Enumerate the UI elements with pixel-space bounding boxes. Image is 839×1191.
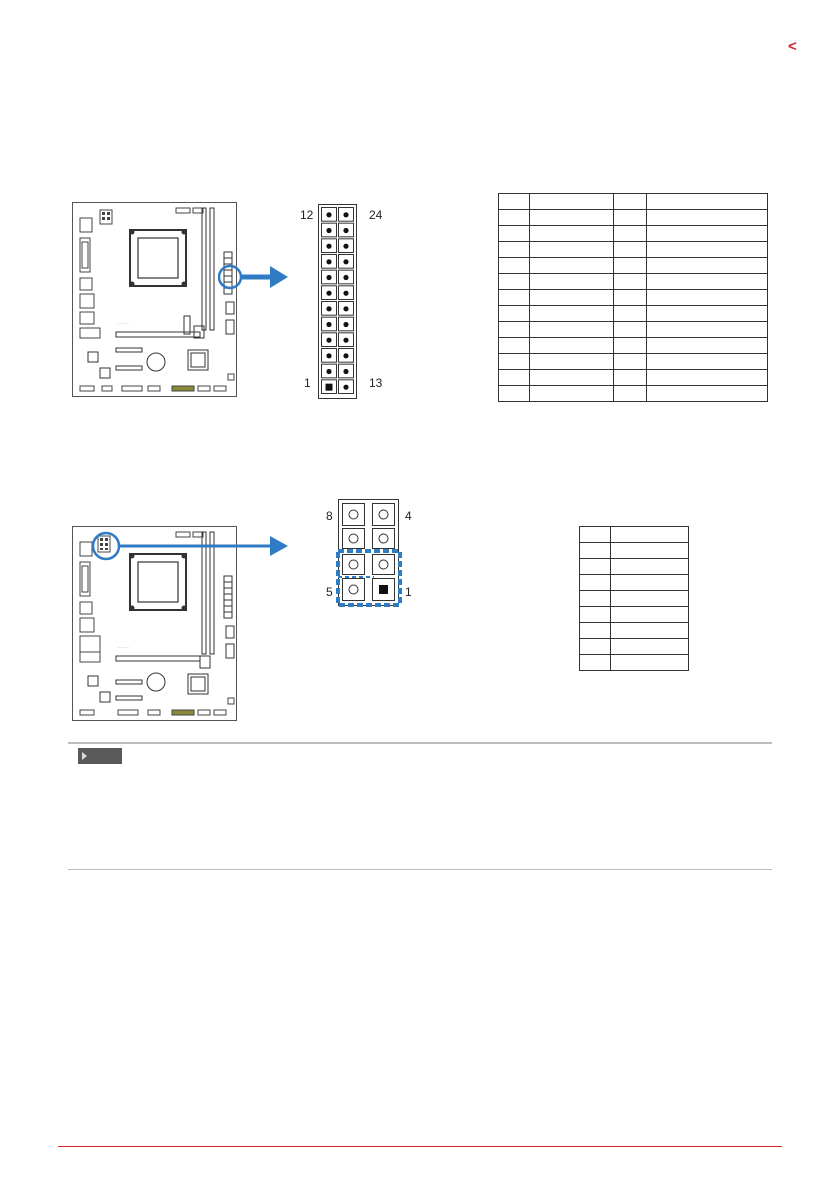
atx-table-cell: [613, 322, 647, 338]
cpu-table-cell: [610, 543, 688, 559]
atx-pin-table: [498, 193, 768, 402]
cpu-table-row: [580, 607, 689, 623]
atx-table-cell: [499, 258, 530, 274]
atx-pin-dot: [343, 385, 348, 390]
atx-table-cell: [499, 226, 530, 242]
atx-table-cell: [529, 210, 613, 226]
note-top-rule: [68, 742, 772, 744]
atx-table-cell: [529, 290, 613, 306]
atx-table-cell: [613, 354, 647, 370]
atx-table-cell: [529, 322, 613, 338]
cpu-table-row: [580, 623, 689, 639]
atx-pin-dot: [326, 322, 331, 327]
atx-pin-dot: [343, 212, 348, 217]
cpu-table-row: [580, 527, 689, 543]
atx-table-cell: [613, 242, 647, 258]
cpu-table-row: [580, 655, 689, 671]
atx-pin-dot: [343, 322, 348, 327]
atx-table-cell: [647, 338, 768, 354]
atx-pin-dot: [326, 369, 331, 374]
cpu-table-row: [580, 575, 689, 591]
atx-table-cell: [499, 306, 530, 322]
atx-table-row: [499, 258, 768, 274]
atx-table-cell: [647, 226, 768, 242]
atx-pin-dot: [326, 338, 331, 343]
atx-table-cell: [647, 210, 768, 226]
atx-table-cell: [529, 242, 613, 258]
atx-table-cell: [529, 274, 613, 290]
cpu-8pin-connector: [334, 499, 404, 607]
cpu-table-cell: [580, 543, 611, 559]
atx-table-cell: [647, 258, 768, 274]
cpu-table-row: [580, 591, 689, 607]
atx-table-cell: [613, 274, 647, 290]
cpu-table-cell: [580, 639, 611, 655]
atx-table-row: [499, 306, 768, 322]
atx-pin-dot: [343, 244, 348, 249]
cpu-table-cell: [580, 607, 611, 623]
cpu-pin-table: [579, 526, 689, 671]
cpu-table-cell: [580, 623, 611, 639]
atx-table-cell: [613, 386, 647, 402]
atx-table-cell: [499, 274, 530, 290]
atx-table-cell: [529, 194, 613, 210]
atx-pin-dot: [326, 228, 331, 233]
atx-table-cell: [647, 370, 768, 386]
cpu-label-top-right: 4: [405, 509, 412, 523]
atx-table-cell: [613, 338, 647, 354]
atx-pin-dot: [326, 259, 331, 264]
atx-table-cell: [529, 338, 613, 354]
atx-table-cell: [613, 290, 647, 306]
atx-table-cell: [647, 290, 768, 306]
cpu-table-cell: [610, 559, 688, 575]
atx-pin-dot: [326, 291, 331, 296]
atx-table-cell: [613, 370, 647, 386]
cpu-table-cell: [610, 527, 688, 543]
cpu-connector-highlight-arrow: [92, 530, 292, 564]
atx-table-cell: [529, 354, 613, 370]
atx-pin-dot: [343, 291, 348, 296]
cpu-table-cell: [610, 575, 688, 591]
atx-table-cell: [613, 258, 647, 274]
cpu-table-row: [580, 543, 689, 559]
atx-table-row: [499, 322, 768, 338]
atx-label-top-right: 24: [369, 208, 383, 222]
atx-table-cell: [499, 242, 530, 258]
atx-table-cell: [499, 194, 530, 210]
back-chevron-icon[interactable]: <: [788, 38, 797, 55]
atx-table-row: [499, 226, 768, 242]
atx-table-row: [499, 210, 768, 226]
atx-pin-dot: [343, 275, 348, 280]
svg-text:· · · ·: · · · ·: [118, 321, 129, 327]
atx-table-cell: [529, 306, 613, 322]
atx-label-bottom-left: 1: [304, 376, 311, 390]
note-bottom-rule: [68, 869, 772, 870]
atx-table-cell: [529, 258, 613, 274]
atx-table-cell: [613, 306, 647, 322]
atx-table-cell: [613, 210, 647, 226]
atx-table-cell: [529, 386, 613, 402]
cpu-table-cell: [610, 655, 688, 671]
cpu-table-cell: [580, 559, 611, 575]
cpu-table-cell: [610, 623, 688, 639]
atx-pin-dot: [343, 353, 348, 358]
atx-24pin-connector: [314, 204, 364, 400]
atx-table-cell: [647, 306, 768, 322]
atx-table-cell: [499, 354, 530, 370]
cpu-table-cell: [610, 607, 688, 623]
cpu-table-cell: [610, 591, 688, 607]
motherboard-diagram-atx: [72, 198, 242, 402]
atx-table-row: [499, 242, 768, 258]
atx-table-cell: [647, 354, 768, 370]
atx-table-cell: [499, 210, 530, 226]
atx-label-top-left: 12: [300, 208, 314, 222]
atx-table-cell: [613, 226, 647, 242]
atx-table-row: [499, 194, 768, 210]
cpu-table-cell: [580, 575, 611, 591]
atx-table-cell: [647, 194, 768, 210]
atx-table-row: [499, 338, 768, 354]
note-arrow-icon: [82, 752, 87, 760]
cpu-table-cell: [580, 655, 611, 671]
atx-table-row: [499, 290, 768, 306]
note-tag: [78, 748, 122, 764]
atx-pin-dot: [326, 353, 331, 358]
atx-table-cell: [499, 338, 530, 354]
atx-table-cell: [647, 242, 768, 258]
atx-table-cell: [499, 322, 530, 338]
cpu-table-row: [580, 639, 689, 655]
atx-table-cell: [647, 274, 768, 290]
atx-table-cell: [647, 386, 768, 402]
cpu-table-cell: [610, 639, 688, 655]
atx-table-cell: [529, 226, 613, 242]
atx-pin-dot: [343, 306, 348, 311]
atx-table-cell: [499, 386, 530, 402]
cpu-label-bottom-left: 5: [326, 585, 333, 599]
atx-table-cell: [647, 322, 768, 338]
atx-table-row: [499, 386, 768, 402]
atx-pin-dot: [326, 244, 331, 249]
atx-pin-dot: [326, 275, 331, 280]
cpu-table-cell: [580, 591, 611, 607]
connector-highlight-arrow: [218, 260, 290, 296]
atx-pin-dot: [343, 228, 348, 233]
atx-pin-dot: [343, 369, 348, 374]
cpu-label-top-left: 8: [326, 509, 333, 523]
atx-pin1-square: [326, 384, 333, 391]
cpu-table-row: [580, 559, 689, 575]
atx-pin-dot: [343, 259, 348, 264]
atx-table-row: [499, 274, 768, 290]
atx-table-row: [499, 354, 768, 370]
atx-table-cell: [613, 194, 647, 210]
atx-table-cell: [529, 370, 613, 386]
atx-table-row: [499, 370, 768, 386]
footer-rule: [58, 1146, 782, 1147]
atx-pin-dot: [343, 338, 348, 343]
atx-table-cell: [499, 370, 530, 386]
cpu-label-bottom-right: 1: [405, 585, 412, 599]
atx-pin-dot: [326, 212, 331, 217]
atx-pin-dot: [326, 306, 331, 311]
svg-text:· · · ·: · · · ·: [118, 645, 129, 651]
cpu-table-cell: [580, 527, 611, 543]
atx-table-cell: [499, 290, 530, 306]
atx-label-bottom-right: 13: [369, 376, 383, 390]
